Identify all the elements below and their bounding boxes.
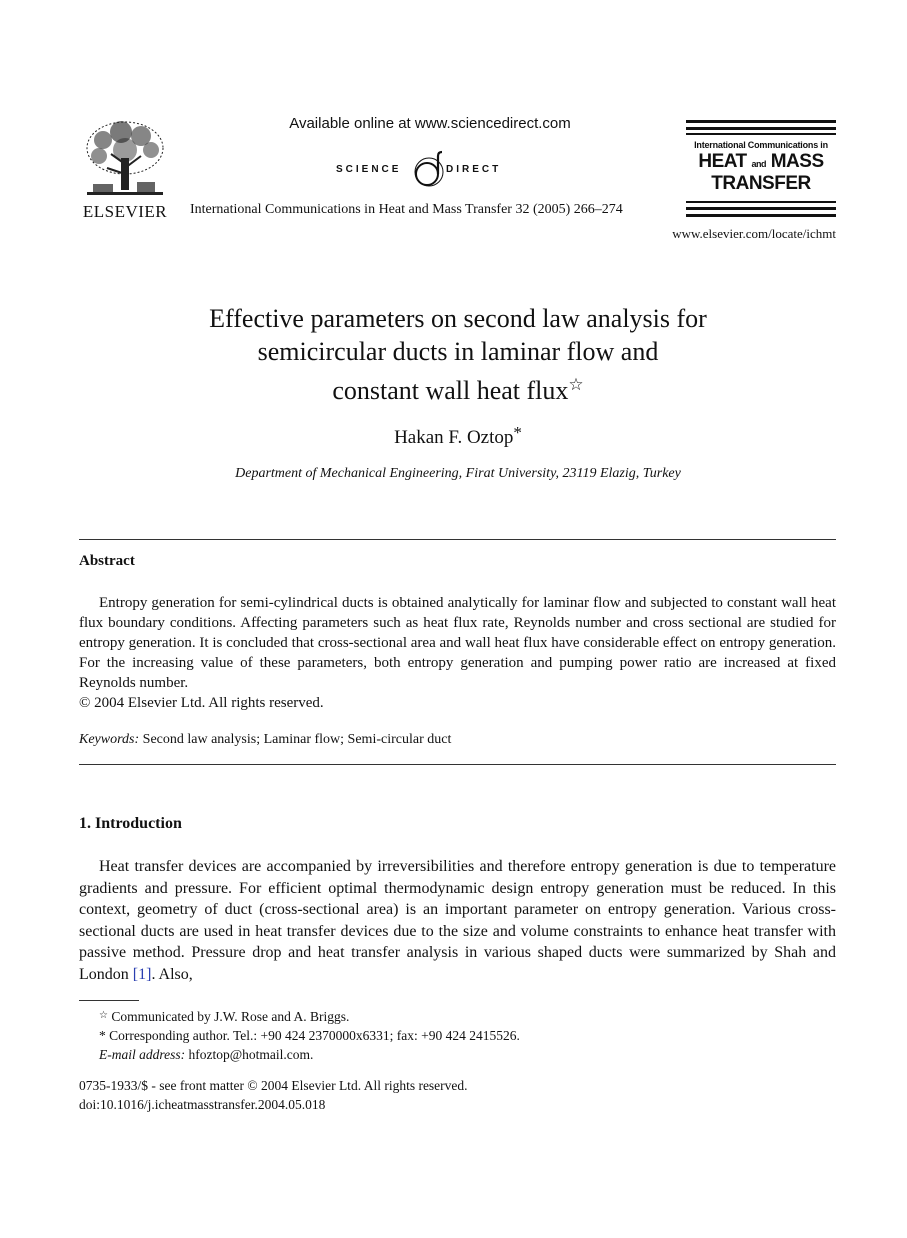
author-affiliation: Department of Mechanical Engineering, Firat University, 23119 Elazig, Turkey: [235, 466, 681, 481]
elsevier-logo: [79, 118, 171, 222]
sciencedirect-d-icon: [412, 150, 446, 190]
introduction-paragraph: [79, 856, 836, 986]
title-line-2: semicircular ducts in laminar flow and: [257, 337, 659, 366]
keywords-label: Keywords:: [79, 732, 140, 747]
keywords-line: [79, 732, 836, 748]
journal-logo-and: and: [751, 159, 766, 169]
section-heading-introduction: 1. Introduction: [79, 815, 182, 832]
publisher-name: ELSEVIER: [82, 202, 168, 221]
journal-logo-mass: MASS: [770, 151, 824, 172]
footnote-communicated-text: Communicated by J.W. Rose and A. Briggs.: [111, 1009, 350, 1024]
paper-title: [80, 302, 836, 407]
keywords-text: Second law analysis; Laminar flow; Semi-circular duct: [142, 732, 452, 747]
journal-logo-top-text: International Communications in: [694, 140, 828, 150]
author-name: Hakan F. Oztop: [394, 427, 514, 448]
email-label: E-mail address:: [99, 1047, 186, 1062]
email-address[interactable]: hfoztop@hotmail.com.: [188, 1047, 314, 1062]
introduction-text-end: . Also,: [151, 965, 193, 983]
divider-top: [79, 539, 836, 540]
journal-logo: [686, 118, 836, 220]
footnote-corresponding: [79, 1026, 836, 1045]
sciencedirect-right-word: DIRECT: [446, 164, 502, 175]
journal-reference: International Communications in Heat and Mass Transfer 32 (2005) 266–274: [190, 202, 623, 217]
abstract-heading: Abstract: [79, 553, 135, 569]
author-line: [80, 423, 836, 449]
elsevier-tree-icon: [83, 118, 167, 198]
abstract-text: Entropy generation for semi-cylindrical ducts is obtained analytically for laminar flow and subjected to constant wall heat flux boundary conditions. Affecting parameters such as heat flux rate, Reynolds number and cross sectional are studied for entropy generation. It is concluded that cross-sectional area and wall heat flux have considerable effect on entropy generation. For the increasing value of these parameters, both entropy generation and pumping power ratio are increased at fixed Reynolds number.: [79, 595, 836, 691]
introduction-text: Heat transfer devices are accompanied by irreversibilities and therefore entropy generation is due to temperature gradients and pressure. For efficient optimal thermodynamic design entropy generation must be reduced. In this context, geometry of duct (cross-sectional area) is an important parameter on entropy generation. Various cross-sectional ducts are used in heat transfer devices due to the size and volume constraints to enhance heat transfer with passive method. Pressure drop and heat transfer analysis in various shaped ducts were summarized by Shah and London: [79, 858, 836, 983]
footnotes: [79, 1006, 836, 1064]
footnote-rule: [79, 1000, 139, 1001]
title-footnote-marker[interactable]: ☆: [568, 375, 584, 394]
journal-logo-transfer: TRANSFER: [711, 173, 811, 194]
footnote-corresponding-text: Corresponding author. Tel.: +90 424 2370000x6331; fax: +90 424 2415526.: [109, 1028, 520, 1043]
abstract-body: [79, 593, 836, 713]
journal-logo-heat: HEAT: [698, 151, 747, 172]
footnote-communicated-marker: ☆: [99, 1010, 108, 1021]
doi-line[interactable]: doi:10.1016/j.icheatmasstransfer.2004.05.018: [79, 1097, 326, 1112]
citation-link[interactable]: [1]: [132, 965, 152, 983]
title-line-3: constant wall heat flux: [332, 376, 569, 405]
footnote-email: [79, 1045, 836, 1064]
issn-line: 0735-1933/$ - see front matter © 2004 Elsevier Ltd. All rights reserved.: [79, 1078, 468, 1093]
footnote-corresponding-marker: *: [99, 1028, 106, 1043]
title-line-1: Effective parameters on second law analysis for: [209, 304, 707, 333]
footnote-communicated: [79, 1006, 836, 1026]
available-online-text: Available online at www.sciencedirect.com: [289, 115, 571, 132]
journal-logo-heat-mass: [686, 151, 836, 173]
divider-bottom: [79, 764, 836, 765]
abstract-copyright: © 2004 Elsevier Ltd. All rights reserved.: [79, 695, 324, 711]
front-matter: [79, 1076, 468, 1114]
author-footnote-marker[interactable]: *: [513, 423, 522, 442]
journal-url[interactable]: www.elsevier.com/locate/ichmt: [672, 226, 836, 241]
sciencedirect-logo: [336, 150, 526, 192]
sciencedirect-left-word: SCIENCE: [336, 164, 402, 175]
